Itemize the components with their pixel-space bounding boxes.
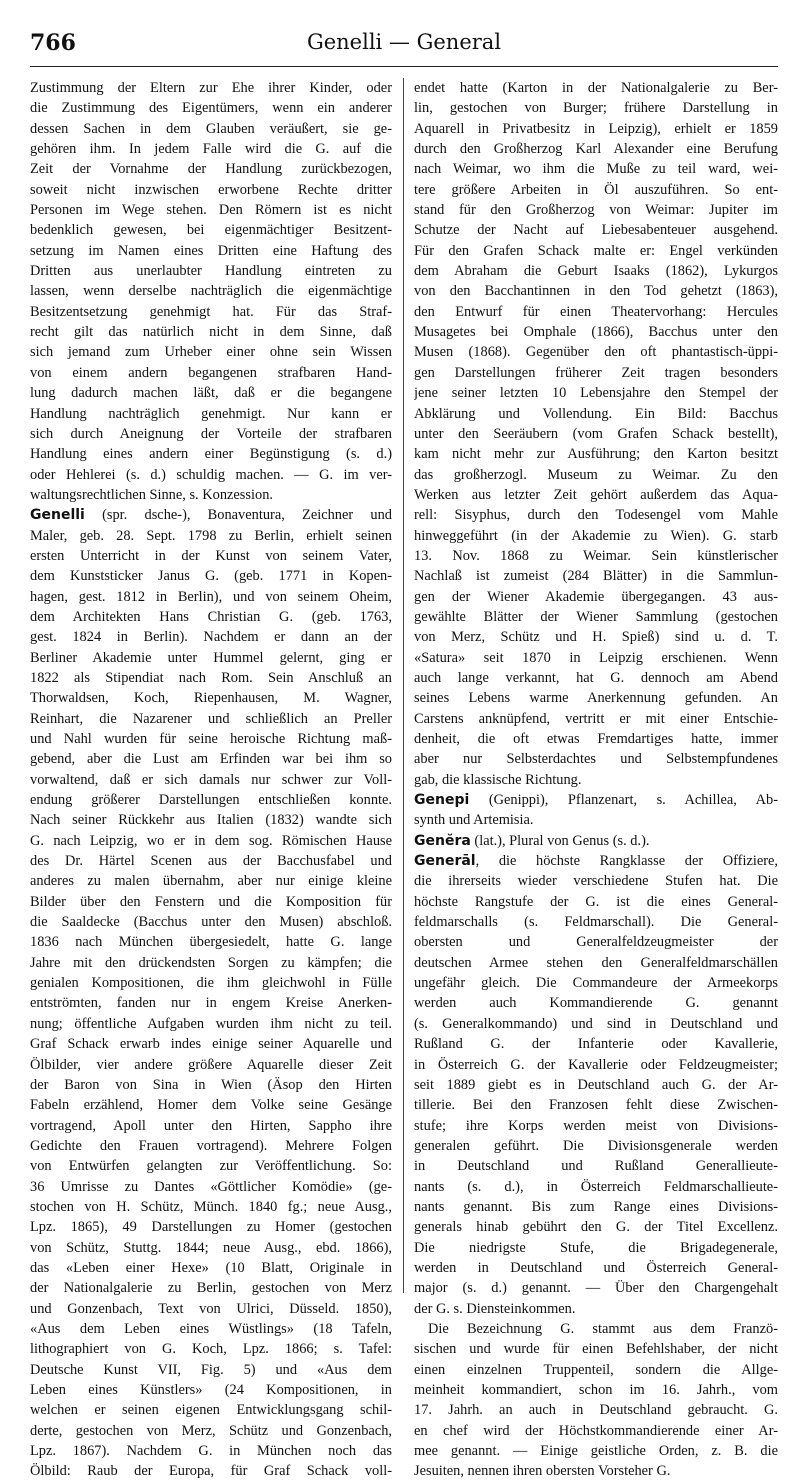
text-line [30,729,392,749]
text-line [414,119,778,139]
text-line [414,1380,778,1400]
text-line [30,1461,392,1481]
line-text: generals hinab gebührt den G. der Titel Excellenz. [414,1219,778,1236]
page-number: 766 [30,30,76,56]
line-text: der Nationalgalerie zu Berlin, gestochen von Merz [30,1280,392,1297]
page-header [30,30,778,62]
line-text: sich jemand zum Urheber einer ohne sein Wissen [30,344,392,361]
text-line [414,973,778,993]
line-text: gen Darstellungen früherer Zeit tragen besonders [414,364,778,381]
left-column [30,78,392,1482]
line-text: von den Bacchantinnen in den Tod gehetzt (1863), [414,283,778,300]
text-line [414,1116,778,1136]
line-text: und Nahl wurden für seine heroische Richtung maß- [30,731,392,747]
text-line [30,322,392,342]
line-text: deutschen Armee stehen den Generalfeldmarschällen [414,954,778,971]
text-line [414,1095,778,1115]
text-line [414,1461,778,1481]
line-text: «Aus dem Leben eines Wüstlings» (18 Tafeln, [30,1320,392,1337]
text-line [414,993,778,1013]
text-line [414,1034,778,1054]
text-line [414,1136,778,1156]
line-text: Handlung nachträglich genehmigt. Nur kann er [30,405,392,422]
text-line [30,1400,392,1420]
line-text: (Genippi), Pflanzenart, s. Achillea, Ab- [469,792,778,809]
text-line [30,98,392,118]
line-text: waltungsrechtlichen Sinne, s. Konzession. [30,486,273,503]
text-line [30,607,392,627]
text-line [30,953,392,973]
line-text: lin, gestochen von Burger; frühere Darstellung in [414,100,778,117]
line-text: (lat.), Plural von Genus (s. d.). [470,832,650,849]
line-text: nach Weimar, wo ihm die Muße zu teil ward, wei- [414,161,778,178]
line-text: Aquarell in Privatbesitz in Leipzig), erhielt er 1859 [414,120,778,137]
line-text: lithographiert von G. Koch, Lpz. 1866; s. Tafel: [30,1341,392,1358]
line-text: das großherzogl. Museum zu Weimar. Zu den [414,466,778,483]
text-line [30,973,392,993]
text-line [30,1360,392,1380]
text-line [414,281,778,301]
text-line [30,119,392,139]
line-text: unter den Seeräubern (vom Grafen Schack bestellt), [414,425,778,442]
text-line [30,1034,392,1054]
line-text: der G. s. Diensteinkommen. [414,1300,576,1317]
text-line [414,851,778,871]
line-text: tere größere Arbeiten in Öl auszuführen. So ent- [414,181,778,198]
line-text: von Merz, Schütz und H. Spieß) sind u. d. T. [414,629,778,646]
text-line [414,546,778,566]
text-line [30,749,392,769]
line-text: sich durch Aneignung der Vorteile der strafbaren [30,425,392,442]
text-line [414,1360,778,1380]
line-text: ungefähr gleich. Die Commandeure der Armeekorps [414,975,778,992]
text-line [30,1278,392,1298]
text-line [30,281,392,301]
line-text: en chef wird der Höchstkommandierende einer Ar- [414,1422,778,1439]
text-line [414,241,778,261]
column-divider [403,78,404,1293]
text-line [30,78,392,98]
line-text: Besitzentsetzung genehmigt hat. Für das Straf- [30,303,392,320]
text-line [414,424,778,444]
line-text: 1822 als Stipendiat nach Rom. Sein Anschluß an [30,669,392,686]
text-line [414,688,778,708]
line-text: jene seiner letzten 10 Lebensjahre den Stempel der [414,385,778,402]
line-text: Zustimmung der Eltern zur Ehe ihrer Kinder, oder [30,80,392,96]
line-text: Schutze der Nacht auf Liebesabenteuer ausgehend. [414,222,778,239]
right-column [414,78,778,1482]
line-text: nants (s. d.), in Österreich Feldmarschallieute- [414,1178,778,1195]
line-text: gewählte Blätter der Wiener Sammlung (gestochen [414,608,778,625]
text-line [414,587,778,607]
line-text: dem Architekten Hans Christian G. (geb. 1763, [30,608,392,625]
line-text: Bilder über den Fenstern und die Komposition für [30,893,392,910]
line-text: genialen Kompositionen, die ihm gleichwohl in Fülle [30,975,392,992]
line-text: dem Kunststicker Janus G. (geb. 1771 in Kopen- [30,568,392,585]
line-text: Graf Schack erwarb indes einige seiner Aquarelle und [30,1036,392,1053]
text-line [414,810,778,830]
text-line [414,709,778,729]
line-text: aber nur Selbsterdachtes und Selbstempfundenes [414,751,778,768]
line-text: den Entwurf für einen Theatervorhang: Hercules [414,303,778,320]
line-text: synth und Artemisia. [414,812,534,829]
text-line [414,261,778,281]
text-line [30,668,392,688]
line-text: Thorwaldsen, Koch, Riepenhausen, M. Wagner, [30,690,392,707]
line-text: werden in Deutschland und Österreich General- [414,1259,778,1276]
text-line [30,1238,392,1258]
line-text: Personen im Wege stehen. Den Römern ist es nicht [30,202,392,219]
text-line [30,993,392,1013]
line-text: generalen geführt. Die Divisionsgenerale werden [414,1137,778,1154]
line-text: Berliner Akademie unter Hummel gelernt, ging er [30,649,392,666]
line-text: durch den Großherzog Karl Alexander eine Berufung [414,141,778,158]
text-line [30,1197,392,1217]
line-text: recht gilt das natürlich nicht in dem Sinne, daß [30,324,392,341]
text-line [414,790,778,810]
text-line [414,1278,778,1298]
text-line [30,1116,392,1136]
line-text: obersten und Generalfeldzeugmeister der [414,934,778,951]
text-line [414,749,778,769]
line-text: 17. Jahrh. an auch in Deutschland gebraucht. G. [414,1402,778,1419]
line-text: endung größerer Darstellungen entschließen konnte. [30,792,392,809]
text-line [30,1136,392,1156]
text-line [30,424,392,444]
text-line [414,78,778,98]
line-text: lung dadurch machen läßt, daß er die begangene [30,385,392,402]
text-line [30,709,392,729]
text-line [414,729,778,749]
line-text: einen einzelnen Truppenteil, sondern die Allge- [414,1361,778,1378]
line-text: sischen und wurde für einen Befehlshaber, der nicht [414,1341,778,1358]
line-text: seit 1889 giebt es in Deutschland auch G. der Ar- [414,1076,778,1093]
line-text: (s. Generalkommando) und sind in Deutschland und [414,1015,778,1032]
line-text: (spr. dsche-), Bonaventura, Zeichner und [84,507,392,524]
text-line [30,180,392,200]
text-line [414,627,778,647]
line-text: Jahre mit den drückendsten Sorgen zu kämpfen; die [30,954,392,971]
text-line [30,159,392,179]
line-text: 13. Nov. 1868 zu Weimar. Sein künstlerischer [414,547,778,564]
text-line [30,404,392,424]
line-text: entströmten, fanden nur in engem Kreise Anerken- [30,995,392,1012]
line-text: setzung im Namen eines Dritten eine Haftung des [30,242,392,259]
text-line [30,1217,392,1237]
text-line [30,810,392,830]
text-line [414,1441,778,1461]
line-text: feldmarschalls (s. Feldmarschall). Die General- [414,914,778,931]
line-text: , die höchste Rangklasse der Offiziere, [475,853,778,870]
line-text: ersten Unterricht in der Kunst von seinem Vater, [30,547,392,564]
entry-headword: Genelli [30,507,85,524]
text-line [414,383,778,403]
line-text: Gedichte den Frauen vortragend). Mehrere Folgen [30,1137,392,1154]
text-line [414,302,778,322]
line-text: mee genannt. — Einige geistliche Orden, z. B. die [414,1443,778,1460]
text-line [30,1441,392,1461]
line-text: in Deutschland und Rußland Generallieute- [414,1158,778,1175]
text-line [30,363,392,383]
line-text: welchen er seinen eigenen Entwicklungsgang schil- [30,1402,392,1419]
text-line [30,648,392,668]
line-text: nants genannt. Bis zum Range eines Divisions- [414,1198,778,1215]
text-line [30,444,392,464]
text-line [414,1421,778,1441]
text-line [414,98,778,118]
line-text: des Dr. Härtel Scenen aus der Bacchusfabel und [30,853,392,870]
text-line [414,465,778,485]
line-text: G. nach Leipzig, wo er in dem sog. Römischen Hause [30,832,392,849]
text-line [30,831,392,851]
line-text: Für den Grafen Schack malte er: Engel verkünden [414,242,778,259]
text-line [30,465,392,485]
text-line [414,1217,778,1237]
line-text: stufe; ihre Korps werden meist von Divisions- [414,1117,778,1134]
line-text: in Österreich G. der Kavallerie oder Feldzeugmeister; [414,1056,778,1073]
text-line [30,790,392,810]
text-line [30,1421,392,1441]
text-line [414,1197,778,1217]
text-line [30,302,392,322]
line-text: vortragend, Apoll unter den Hirten, Sappho ihre [30,1117,392,1134]
line-text: nung; öffentliche Aufgaben wurden ihm nicht zu teil. [30,1015,392,1032]
text-line [30,1075,392,1095]
line-text: auch lange verkannt, hat G. dennoch am Abend [414,669,778,686]
text-line [414,770,778,790]
text-line [30,546,392,566]
line-text: werden auch Kommandierende G. genannt [414,995,778,1012]
line-text: Leben eines Künstlers» (24 Kompositionen, in [30,1382,392,1398]
text-line [414,932,778,952]
text-line [30,342,392,362]
line-text: Dritten aus unerlaubter Handlung eintreten zu [30,263,392,280]
text-line [30,1258,392,1278]
text-line [414,1339,778,1359]
text-line [30,892,392,912]
text-line [414,912,778,932]
line-text: dem Abraham die Geburt Isaaks (1862), Lykurgos [414,263,778,280]
text-line [30,1380,392,1400]
text-line [414,1075,778,1095]
line-text: von einem andern begangenen strafbaren Hand- [30,364,392,381]
text-line [414,1014,778,1034]
line-text: Rußland G. der Infanterie oder Kavallerie, [414,1036,778,1053]
text-line [30,770,392,790]
text-line [30,851,392,871]
line-text: gest. 1824 in Berlin). Nachdem er dann an der [30,629,392,646]
line-text: Musen (1868). Gegenüber den oft phantastisch-üppi- [414,344,778,361]
line-text: vorwaltend, daß er sich damals nur schwer zur Voll- [30,771,392,788]
line-text: rell: Sisyphus, durch den Todesengel vom Mahle [414,507,778,524]
line-text: gab, die klassische Richtung. [414,771,582,788]
text-line [30,566,392,586]
text-line [414,180,778,200]
text-line [414,1177,778,1197]
text-line [414,485,778,505]
text-line [30,526,392,546]
line-text: kam nicht mehr zur Ausführung; den Karton besitzt [414,446,778,463]
line-text: von Schütz, Stuttg. 1844; neue Ausg., ebd. 1866), [30,1239,392,1256]
line-text: seines Lebens warme Anerkennung gefunden. An [414,690,778,707]
text-line [30,1339,392,1359]
line-text: major (s. d.) genannt. — Über den Chargengehalt [414,1280,778,1297]
text-line [30,627,392,647]
text-line [30,688,392,708]
text-line [414,404,778,424]
text-line [30,1014,392,1034]
line-text: Lpz. 1865), 49 Darstellungen zu Homer (gestochen [30,1219,392,1236]
text-line [414,607,778,627]
text-line [414,363,778,383]
entry-headword: Genepi [414,792,470,809]
text-line [30,383,392,403]
line-text: derte, gestochen von Merz, Schütz und Gonzenbach, [30,1422,392,1439]
line-text: Fabeln erzählend, Homer dem Volke seine Gesänge [30,1097,392,1114]
text-line [30,1299,392,1319]
line-text: Ölbild: Raub der Europa, für Graf Schack voll- [30,1463,392,1480]
text-line [414,1156,778,1176]
line-text: höchste Rangstufe der G. ist die eines General- [414,893,778,910]
text-line [414,159,778,179]
line-text: bedenklich gewesen, bei eigenmächtiger Besitzent- [30,222,392,239]
line-text: soweit nicht inzwischen erworbene Rechte dritter [30,181,392,198]
line-text: Die niedrigste Stufe, die Brigadegenerale, [414,1239,778,1256]
line-text: gebend, aber die Lust am Erfinden war bei ihm so [30,751,392,768]
line-text: von Entwürfen gelangten zur Veröffentlichung. So: [30,1158,392,1175]
line-text: Deutsche Kunst VII, Fig. 5) und «Aus dem [30,1361,392,1378]
text-line [414,1400,778,1420]
text-line [30,1095,392,1115]
line-text: endet hatte (Karton in der Nationalgalerie zu Ber- [414,80,778,96]
text-line [30,1319,392,1339]
text-line [414,342,778,362]
text-line [30,912,392,932]
text-line [30,1177,392,1197]
line-text: gen der Wiener Akademie übergegangen. 43 aus- [414,588,778,605]
line-text: Werken aus letzter Zeit gehört außerdem das Aqua- [414,486,778,503]
line-text: Jesuiten, nennen ihren obersten Vorsteher G. [414,1463,671,1480]
line-text: oder Hehlerei (s. d.) schuldig machen. — G. im ver- [30,466,392,483]
line-text: lassen, wenn derselbe nachträglich die eigenmächtige [30,283,392,300]
header-rule [30,66,778,67]
line-text: tillerie. Bei den Franzosen fehlt diese Zwischen- [414,1097,778,1114]
line-text: und Gonzenbach, Text von Ulrici, Düsseld. 1850), [30,1300,392,1317]
text-line [30,200,392,220]
text-line [30,1156,392,1176]
line-text: gehören ihm. In jedem Falle wird die G. auf die [30,141,392,158]
text-line [414,892,778,912]
line-text: Handlung eines andern einer Begünstigung (s. d.) [30,446,392,463]
text-line [414,1299,778,1319]
line-text: die Saaldecke (Bacchus unter den Musen) abschloß. [30,914,392,931]
line-text: Ölbilder, vier andere größere Aquarelle dieser Zeit [30,1056,392,1073]
line-text: 36 Umrisse zu Dantes «Göttlicher Komödie» (ge- [30,1178,392,1195]
text-line [414,220,778,240]
text-line [30,220,392,240]
text-line [414,505,778,525]
text-line [414,526,778,546]
line-text: Nachlaß ist zumeist (284 Blätter) in die Sammlun- [414,568,778,585]
line-text: stochen von H. Schütz, Münch. 1840 fg.; neue Ausg., [30,1198,392,1215]
line-text: Reinhart, die Nazarener und schließlich an Preller [30,710,392,727]
line-text: Maler, geb. 28. Sept. 1798 zu Berlin, erhielt seinen [30,527,392,544]
running-title: Genelli — General [306,30,502,54]
line-text: Die Bezeichnung G. stammt aus dem Franzö- [428,1320,778,1337]
text-line [414,648,778,668]
line-text: dessen Sachen in dem Glauben veräußert, sie ge- [30,120,392,137]
line-text: Lpz. 1867). Nachdem G. in München noch das [30,1443,392,1460]
text-line [30,139,392,159]
line-text: das «Leben einer Hexe» (10 Blatt, Originale in [30,1259,392,1276]
text-line [414,1055,778,1075]
line-text: 1836 nach München übergesiedelt, hatte G. lange [30,934,392,951]
entry-headword: Generāl [414,853,476,870]
line-text: Musagetes bei Omphale (1866), Bacchus unter den [414,324,778,341]
text-line [30,261,392,281]
text-line [30,587,392,607]
line-text: hagen, gest. 1812 in Berlin), und von seinem Oheim, [30,588,392,605]
text-line [414,139,778,159]
entry-headword: Genĕra [414,832,471,849]
text-line [414,200,778,220]
line-text: meinheit kommandiert, schon im 16. Jahrh., vom [414,1382,778,1398]
text-line [414,1258,778,1278]
line-text: stand für den Großherzog von Weimar: Jupiter im [414,202,778,219]
line-text: die Zustimmung des Eigentümers, wenn ein anderer [30,100,392,117]
line-text: hinweggeführt (in der Akademie zu Wien). G. starb [414,527,778,544]
text-line [414,566,778,586]
text-line [414,444,778,464]
text-line [30,871,392,891]
line-text: die ihrerseits wieder verschiedene Stufen hat. Die [414,873,778,890]
line-text: Nach seiner Rückkehr aus Italien (1832) wandte sich [30,812,392,829]
text-line [30,932,392,952]
text-line [30,241,392,261]
line-text: anderes zu malen übernahm, aber nur einige kleine [30,873,392,890]
line-text: der Baron von Sina in Wien (Äsop den Hirten [30,1076,392,1093]
text-line [414,668,778,688]
text-line [414,1319,778,1339]
text-line [414,322,778,342]
text-line [414,871,778,891]
text-line [414,953,778,973]
text-line [30,1055,392,1075]
line-text: denheit, die oft etwas Fremdartiges hatte, immer [414,731,778,747]
text-line [30,505,392,525]
line-text: Zeit der Vornahme der Handlung zurückbezogen, [30,161,392,178]
line-text: «Satura» seit 1870 in Leipzig erschienen. Wenn [414,649,778,666]
text-line [30,485,392,505]
text-line [414,1238,778,1258]
text-line [414,831,778,851]
line-text: Abklärung und Vollendung. Ein Bild: Bacchus [414,405,778,422]
line-text: Carstens anknüpfend, vertritt er mit einer Entschie- [414,710,778,727]
